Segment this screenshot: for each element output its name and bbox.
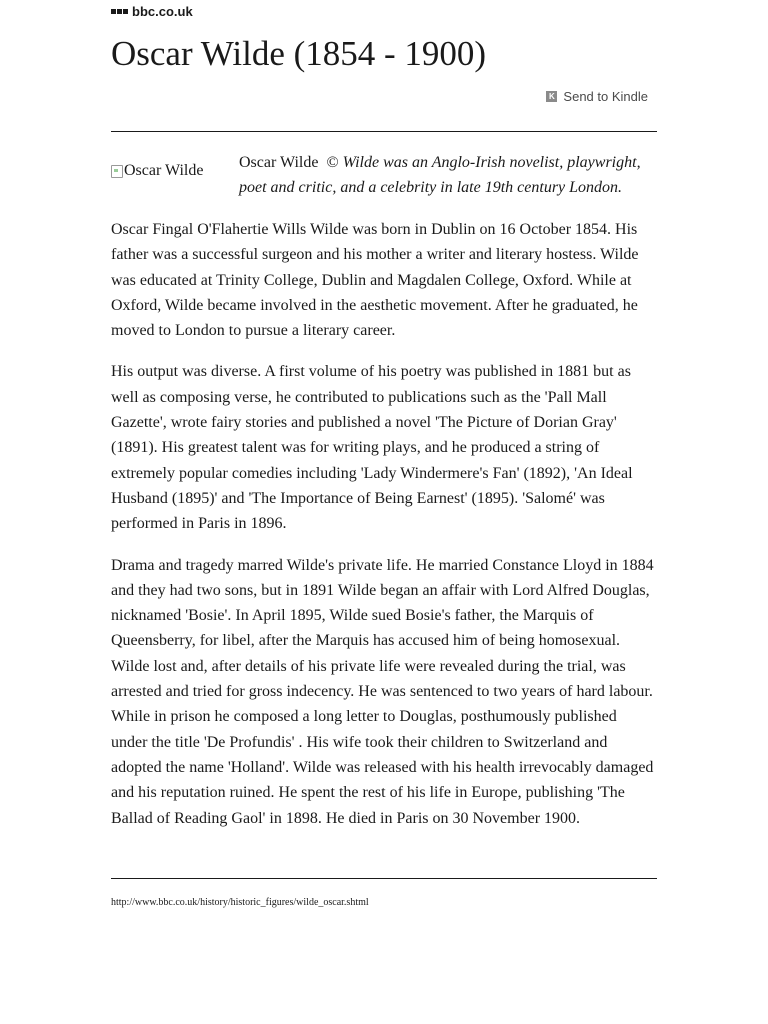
paragraph: Drama and tragedy marred Wilde's private life. He married Constance Lloyd in 1884 and they had two sons, but in 1891 Wilde began an affair with Lord Alfred Douglas, nicknamed 'Bosie'. In April 1895, Wilde sued Bosie's father, the Marquis of Queensberry, for libel, after the Marquis has accused him of being homosexual. Wilde lost and, after details of his private life were revealed during the trial, was arrested and tried for gross indecency. He was sentenced to two years of hard labour. While in prison he composed a long letter to Douglas, posthumously published under the title 'De Profundis' . His wife took their children to Switzerland and adopted the name 'Holland'. Wilde was released with his health irrevocably damaged and his reputation ruined. He spent the rest of his life in Europe, publishing 'The Ballad of Reading Gaol' in 1898. He died in Paris on 30 November 1900. xyxy=(111,556,654,827)
image-caption xyxy=(239,150,657,200)
portrait-image-alt: Oscar Wilde xyxy=(124,162,204,179)
send-to-kindle-label: Send to Kindle xyxy=(563,89,648,104)
paragraph: Oscar Fingal O'Flahertie Wills Wilde was born in Dublin on 16 October 1854. His father was a successful surgeon and his mother a writer and literary hostess. Wilde was educated at Trinity College, Dublin and Magdalen College, Oxford. While at Oxford, Wilde became involved in the aesthetic movement. After he graduated, he moved to London to pursue a literary career. xyxy=(111,221,639,340)
source-header[interactable] xyxy=(111,2,193,20)
paragraph: His output was diverse. A first volume of his poetry was published in 1881 but as well as composing verse, he contributed to publications such as the 'Pall Mall Gazette', wrote fairy stories and published a novel 'The Picture of Dorian Gray' (1891). His greatest talent was for writing plays, and he produced a string of extremely popular comedies including 'Lady Windermere's Fan' (1892), 'An Ideal Husband (1895)' and 'The Importance of Being Earnest' (1895). 'Salomé' was performed in Paris in 1896. xyxy=(111,363,633,533)
kindle-icon: K xyxy=(546,91,557,102)
caption-name: Oscar Wilde xyxy=(239,154,319,171)
divider-top xyxy=(111,131,657,132)
source-domain: bbc.co.uk xyxy=(132,3,193,19)
caption-copyright: © xyxy=(326,154,339,171)
portrait-image xyxy=(111,162,203,180)
article-body xyxy=(111,217,657,847)
bbc-logo-icon xyxy=(111,9,128,14)
source-url-link[interactable]: http://www.bbc.co.uk/history/historic_figures/wilde_oscar.shtml xyxy=(111,897,369,908)
divider-bottom xyxy=(111,878,657,879)
page-title: Oscar Wilde (1854 - 1900) xyxy=(111,34,487,73)
send-to-kindle-button[interactable] xyxy=(546,89,648,104)
caption-text: Wilde was an Anglo-Irish novelist, playwright, poet and critic, and a celebrity in late 19th century London. xyxy=(239,154,641,196)
broken-image-icon xyxy=(111,165,123,178)
